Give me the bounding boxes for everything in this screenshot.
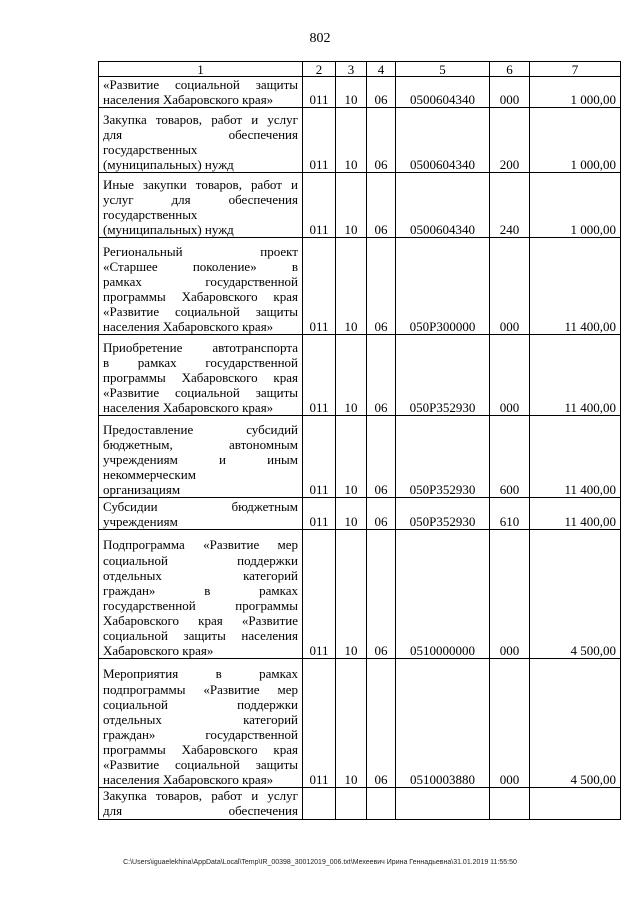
expense-type-cell: 200 [490, 108, 530, 173]
amount-cell: 11 400,00 [530, 498, 621, 530]
description-cell [99, 173, 303, 238]
subsection-code-cell: 06 [367, 498, 396, 530]
section-code-cell: 10 [336, 335, 367, 416]
description-line: бюджетным, автономным [103, 436, 298, 452]
budget-table [98, 61, 621, 820]
description-cell [99, 498, 303, 530]
section-code-cell: 10 [336, 173, 367, 238]
administrator-code-cell: 011 [303, 108, 336, 173]
table-row [99, 173, 621, 238]
description-cell [99, 77, 303, 108]
expense-type-cell [490, 788, 530, 820]
header-cell-7: 7 [530, 62, 621, 77]
header-cell-5: 5 [396, 62, 490, 77]
subsection-code-cell: 06 [367, 659, 396, 788]
target-article-cell: 050P300000 [396, 238, 490, 335]
description-line: «Старшее поколение» в [103, 258, 298, 274]
description-line: учреждениям и иным [103, 451, 298, 467]
target-article-cell: 0510003880 [396, 659, 490, 788]
description-line: Подпрограмма «Развитие мер [103, 537, 298, 553]
description-line: Мероприятия в рамках [103, 666, 298, 682]
description-line: Субсидии бюджетным [103, 499, 298, 514]
amount-cell: 11 400,00 [530, 335, 621, 416]
description-line: для обеспечения [103, 126, 298, 142]
description-line: Региональный проект [103, 243, 298, 259]
description-line: «Развитие социальной защиты [103, 77, 298, 92]
administrator-code-cell: 011 [303, 238, 336, 335]
footer-file-path: C:\Users\iguaelekhina\AppData\Local\Temp\IR_00398_30012019_006.txt\Мехеевич Ирина Геннадьевна\31.01.2019 11:55:50 [123, 859, 517, 866]
description-cell [99, 416, 303, 498]
table-row [99, 788, 621, 820]
page-number: 802 [309, 31, 331, 46]
target-article-cell: 0510000000 [396, 530, 490, 659]
description-line: некоммерческим [103, 467, 196, 482]
description-line: для обеспечения [103, 803, 298, 819]
subsection-code-cell: 06 [367, 416, 396, 498]
header-cell-2: 2 [303, 62, 336, 77]
description-line: (муниципальных) нужд [103, 157, 234, 173]
description-line: программы Хабаровского края [103, 369, 298, 385]
description-line: подпрограммы «Развитие мер [103, 681, 298, 697]
expense-type-cell: 000 [490, 77, 530, 108]
amount-cell: 11 400,00 [530, 416, 621, 498]
description-line: государственной программы [103, 597, 298, 613]
amount-cell: 1 000,00 [530, 108, 621, 173]
description-line: «Развитие социальной защиты [103, 385, 298, 400]
table-row [99, 77, 621, 108]
expense-type-cell: 600 [490, 416, 530, 498]
subsection-code-cell: 06 [367, 77, 396, 108]
description-line: социальной защиты населения [103, 628, 298, 643]
description-line: «Развитие социальной защиты [103, 757, 298, 772]
table-header-row [99, 62, 621, 77]
description-line: Хабаровского края» [103, 643, 214, 659]
table-row [99, 238, 621, 335]
subsection-code-cell: 06 [367, 335, 396, 416]
description-line: населения Хабаровского края» [103, 772, 274, 788]
description-cell [99, 238, 303, 335]
description-cell [99, 530, 303, 659]
subsection-code-cell [367, 788, 396, 820]
description-line: учреждениям [103, 514, 178, 530]
header-cell-3: 3 [336, 62, 367, 77]
target-article-cell: 0500604340 [396, 77, 490, 108]
description-line: населения Хабаровского края» [103, 319, 274, 335]
description-line: Иные закупки товаров, работ и [103, 176, 298, 192]
description-cell [99, 788, 303, 820]
subsection-code-cell: 06 [367, 238, 396, 335]
description-line: граждан» государственной [103, 726, 298, 742]
administrator-code-cell [303, 788, 336, 820]
administrator-code-cell: 011 [303, 173, 336, 238]
description-line: организациям [103, 482, 181, 498]
description-line: в рамках государственной [103, 354, 298, 370]
table-row [99, 498, 621, 530]
expense-type-cell: 000 [490, 335, 530, 416]
section-code-cell: 10 [336, 108, 367, 173]
description-line: социальной поддержки [103, 696, 298, 712]
description-cell [99, 108, 303, 173]
amount-cell: 1 000,00 [530, 77, 621, 108]
section-code-cell: 10 [336, 498, 367, 530]
description-cell [99, 335, 303, 416]
expense-type-cell: 610 [490, 498, 530, 530]
section-code-cell: 10 [336, 77, 367, 108]
section-code-cell: 10 [336, 416, 367, 498]
description-line: рамках государственной [103, 273, 298, 289]
section-code-cell: 10 [336, 238, 367, 335]
description-cell [99, 659, 303, 788]
description-line: программы Хабаровского края [103, 288, 298, 304]
table-row [99, 335, 621, 416]
description-line: Закупка товаров, работ и услуг [103, 111, 298, 127]
description-line: государственных [103, 207, 198, 222]
description-line: программы Хабаровского края [103, 741, 298, 757]
administrator-code-cell: 011 [303, 77, 336, 108]
description-line: государственных [103, 142, 198, 157]
expense-type-cell: 000 [490, 659, 530, 788]
administrator-code-cell: 011 [303, 335, 336, 416]
target-article-cell: 050P352930 [396, 416, 490, 498]
administrator-code-cell: 011 [303, 530, 336, 659]
subsection-code-cell: 06 [367, 530, 396, 659]
target-article-cell: 050P352930 [396, 498, 490, 530]
expense-type-cell: 000 [490, 530, 530, 659]
amount-cell: 4 500,00 [530, 530, 621, 659]
description-line: граждан» в рамках [103, 582, 298, 598]
subsection-code-cell: 06 [367, 173, 396, 238]
description-line: отдельных категорий [103, 711, 298, 727]
administrator-code-cell: 011 [303, 416, 336, 498]
description-line: Приобретение автотранспорта [103, 339, 298, 355]
amount-cell [530, 788, 621, 820]
table-row [99, 108, 621, 173]
header-cell-1: 1 [99, 62, 303, 77]
subsection-code-cell: 06 [367, 108, 396, 173]
description-line: отдельных категорий [103, 567, 298, 583]
administrator-code-cell: 011 [303, 659, 336, 788]
description-line: «Развитие социальной защиты [103, 304, 298, 319]
target-article-cell: 0500604340 [396, 173, 490, 238]
section-code-cell: 10 [336, 659, 367, 788]
table-row [99, 530, 621, 659]
target-article-cell [396, 788, 490, 820]
header-cell-4: 4 [367, 62, 396, 77]
description-line: Хабаровского края «Развитие [103, 612, 298, 628]
target-article-cell: 050P352930 [396, 335, 490, 416]
section-code-cell [336, 788, 367, 820]
description-line: Закупка товаров, работ и услуг [103, 788, 298, 804]
expense-type-cell: 000 [490, 238, 530, 335]
target-article-cell: 0500604340 [396, 108, 490, 173]
header-cell-6: 6 [490, 62, 530, 77]
expense-type-cell: 240 [490, 173, 530, 238]
table-row [99, 416, 621, 498]
description-line: (муниципальных) нужд [103, 222, 234, 238]
description-line: Предоставление субсидий [103, 421, 298, 437]
amount-cell: 11 400,00 [530, 238, 621, 335]
section-code-cell: 10 [336, 530, 367, 659]
amount-cell: 4 500,00 [530, 659, 621, 788]
description-line: населения Хабаровского края» [103, 400, 274, 416]
table-row [99, 659, 621, 788]
description-line: населения Хабаровского края» [103, 92, 274, 108]
amount-cell: 1 000,00 [530, 173, 621, 238]
description-line: социальной поддержки [103, 552, 298, 568]
administrator-code-cell: 011 [303, 498, 336, 530]
description-line: услуг для обеспечения [103, 191, 298, 207]
